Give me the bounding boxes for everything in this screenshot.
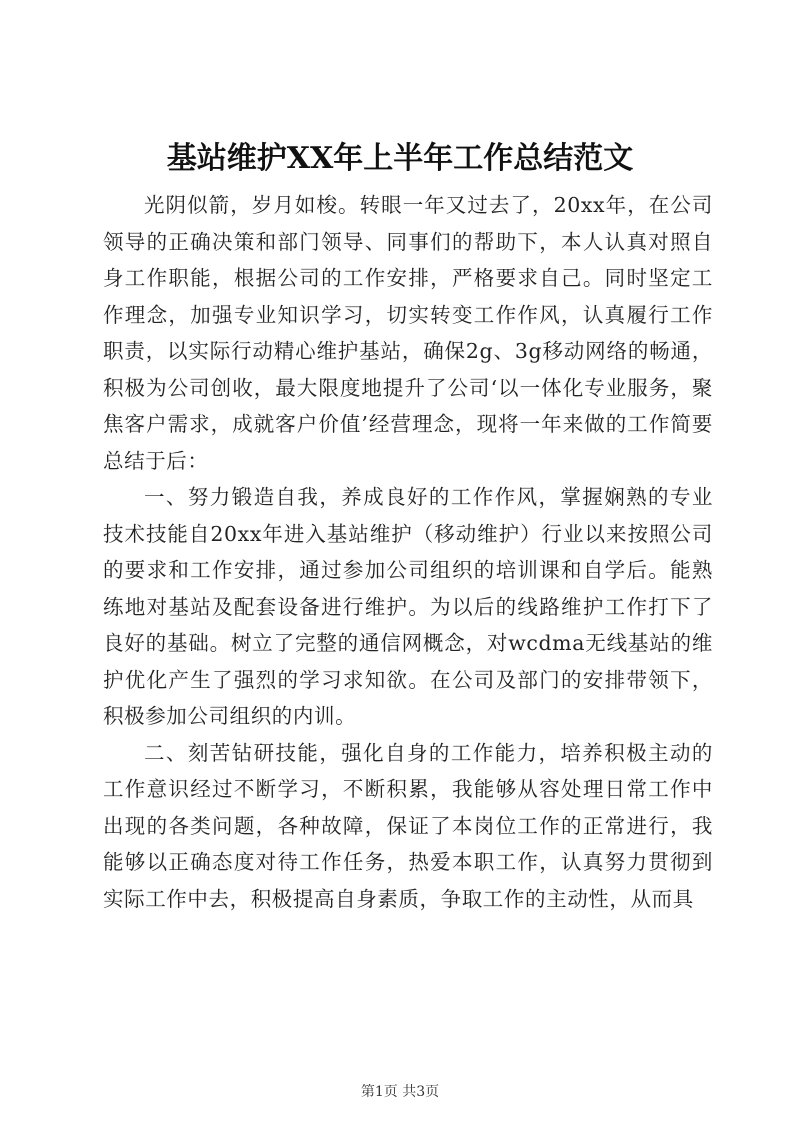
paragraph-section-one: 一、努力锻造自我，养成良好的工作作风，掌握娴熟的专业技术技能自20xx年进入基站维护（移动维护）行业以来按照公司的要求和工作安排，通过参加公司组织的培训课和自学后。能熟练地对基站及配套设备进行维护。为以后的线路维护工作打下了良好的基础。树立了完整的通信网概念，对wcdma无线基站的维护优化产生了强烈的学习求知欲。在公司及部门的安排带领下，积极参加公司组织的内训。 xyxy=(103,485,713,728)
paragraph-section-two: 二、刻苦钻研技能，强化自身的工作能力，培养积极主动的工作意识经过不断学习，不断积累，我能够从容处理日常工作中出现的各类问题，各种故障，保证了本岗位工作的正常进行，我能够以正确态度对待工作任务，热爱本职工作，认真努力贯彻到实际工作中去，积极提高自身素质，争取工作的主动性，从而具 xyxy=(103,740,713,911)
page-number-footer: 第1页 共3页 xyxy=(360,1084,440,1100)
paragraph-intro: 光阴似箭，岁月如梭。转眼一年又过去了，20xx年，在公司领导的正确决策和部门领导、同事们的帮助下，本人认真对照自身工作职能，根据公司的工作安排，严格要求自己。同时坚定工作理念，加强专业知识学习，切实转变工作作风，认真履行工作职责，以实际行动精心维护基站，确保2g、3g移动网络的畅通，积极为公司创收，最大限度地提升了公司‘以一体化专业服务，聚焦客户需求，成就客户价值’经营理念，现将一年来做的工作简要总结于后： xyxy=(103,193,713,473)
document-title: 基站维护XX年上半年工作总结范文 xyxy=(166,141,634,176)
document-body xyxy=(103,187,713,917)
